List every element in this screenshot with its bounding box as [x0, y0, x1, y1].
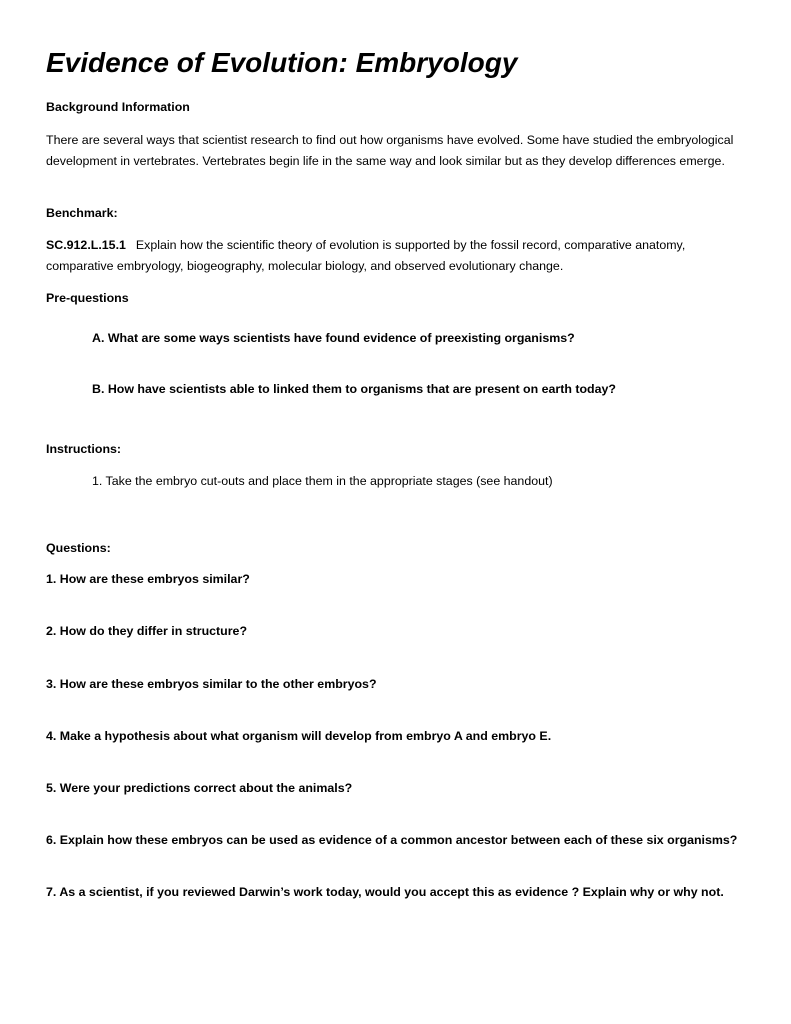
prequestion-b: B. How have scientists able to linked them to organisms that are present on earth today? [92, 382, 616, 396]
question-5: 5. Were your predictions correct about the animals? [46, 781, 353, 795]
question-4: 4. Make a hypothesis about what organism will develop from embryo A and embryo E. [46, 729, 552, 743]
prequestions-heading: Pre-questions [46, 291, 129, 305]
instruction-step-1: 1. Take the embryo cut-outs and place them in the appropriate stages (see handout) [92, 474, 553, 488]
benchmark-code: SC.912.L.15.1 [46, 238, 126, 252]
question-6: 6. Explain how these embryos can be used as evidence of a common ancestor between each of these six organisms? [46, 833, 738, 847]
benchmark-heading: Benchmark: [46, 206, 118, 220]
benchmark-text: Explain how the scientific theory of evolution is supported by the fossil record, comparative anatomy, comparative embryology, biogeography, molecular biology, and observed evolutionary change. [46, 238, 686, 273]
prequestion-a: A. What are some ways scientists have found evidence of preexisting organisms? [92, 331, 575, 345]
questions-heading: Questions: [46, 541, 111, 555]
question-2: 2. How do they differ in structure? [46, 624, 248, 638]
page-title: Evidence of Evolution: Embryology [46, 47, 518, 78]
background-heading: Background Information [46, 100, 190, 114]
benchmark-paragraph [46, 235, 746, 276]
question-3: 3. How are these embryos similar to the other embryos? [46, 677, 377, 691]
instructions-heading: Instructions: [46, 442, 122, 456]
question-7: 7. As a scientist, if you reviewed Darwin’s work today, would you accept this as evidence ? Explain why or why not. [46, 885, 724, 899]
background-text: There are several ways that scientist research to find out how organisms have evolved. Some have studied the embryological development in vertebrates. Vertebrates begin life in the same way and look similar but as they develop differences emerge. [46, 133, 734, 168]
question-1: 1. How are these embryos similar? [46, 572, 250, 586]
